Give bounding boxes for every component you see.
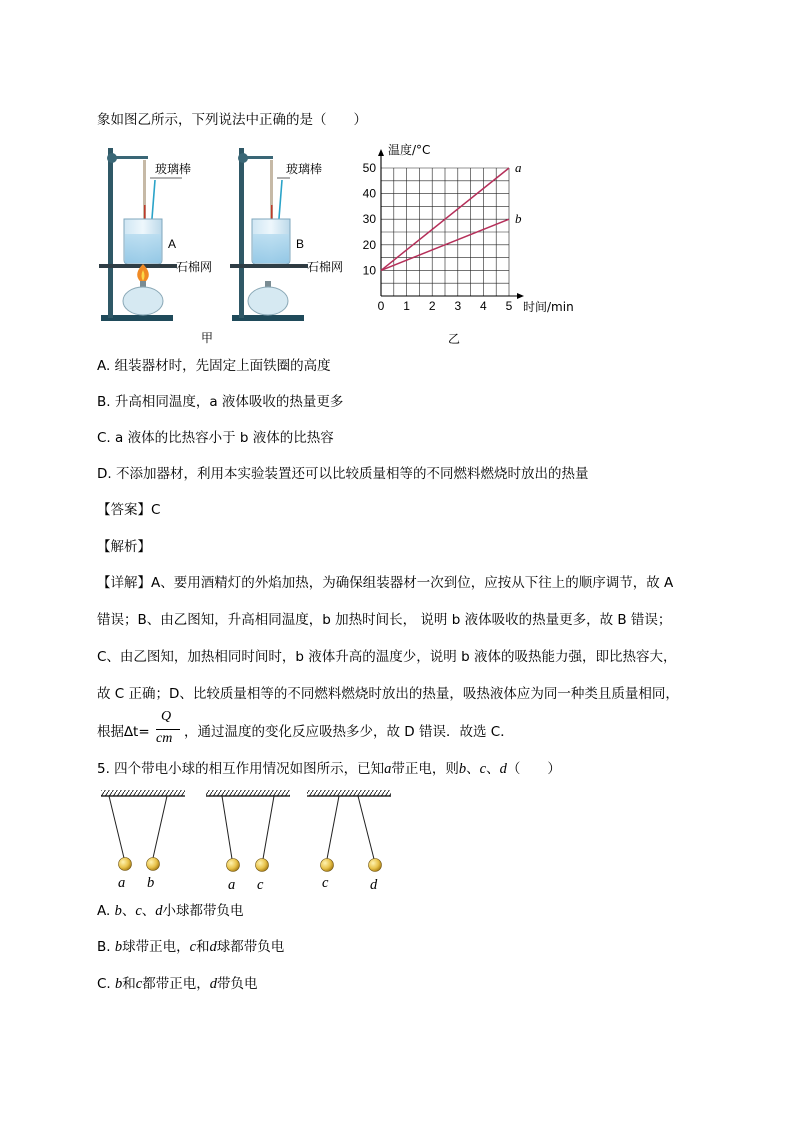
separator: 、	[486, 761, 500, 777]
beaker-label: A	[168, 237, 177, 251]
ball-label-c: c	[322, 875, 329, 891]
y-tick-label: 30	[362, 212, 376, 227]
ball-label-c: c	[257, 877, 264, 893]
option-b: B. 升高相同温度，a 液体吸收的热量更多	[97, 394, 344, 410]
pendulum-pair-cd	[307, 790, 391, 872]
thread	[153, 796, 167, 858]
glass-rod-label: 玻璃棒	[286, 162, 323, 176]
ball-label: d	[209, 976, 217, 992]
gauze-label: 石棉网	[176, 260, 213, 274]
y-tick-label: 10	[362, 263, 376, 278]
ball-label: b	[115, 976, 123, 992]
analysis-title: 【解析】	[97, 539, 151, 555]
formula-suffix: ，通过温度的变化反应吸热多少，故 D 错误．故选 C．	[184, 724, 514, 740]
ball-label-a: a	[228, 877, 236, 893]
ball-label: b	[458, 761, 467, 777]
ball-b	[147, 858, 160, 871]
ball-label: b	[114, 939, 123, 955]
x-tick-label: 2	[428, 299, 436, 313]
option-text: 和	[122, 976, 136, 992]
option-text: 都带正电，	[142, 976, 210, 992]
figure-caption-jia: 甲	[201, 331, 214, 345]
ball-label: c	[135, 976, 143, 992]
ball-label: c	[479, 761, 487, 777]
ball-label: d	[155, 903, 163, 919]
thread	[327, 796, 339, 859]
ball-label: c	[135, 903, 142, 919]
ball-c	[321, 859, 334, 872]
stem-text: 5. 四个带电小球的相互作用情况如图所示，已知	[97, 761, 385, 777]
ceiling-hatch	[101, 790, 185, 796]
pendulum-pair-ac	[206, 790, 290, 872]
beaker-label: B	[296, 237, 305, 251]
series-label-a: a	[515, 160, 522, 175]
detail-line-2: 错误；B、由乙图知，升高相同温度，b 加热时间长， 说明 b 液体吸收的热量更多，故 B 错误；	[97, 612, 672, 628]
option-c: C. a 液体的比热容小于 b 液体的比热容	[97, 430, 334, 446]
y-axis-label: 温度/°C	[388, 143, 431, 157]
option-text: 球都带负电	[216, 939, 285, 955]
option-letter: A.	[97, 903, 115, 919]
series-label-b: b	[515, 211, 522, 227]
ball-label-d: d	[370, 877, 378, 893]
figure-caption-yi: 乙	[448, 332, 461, 346]
y-tick-label: 20	[362, 237, 376, 252]
ball-label: d	[209, 939, 217, 955]
thread	[222, 796, 232, 859]
detail-line-1: 【详解】A、要用酒精灯的外焰加热，为确保组装器材一次到位，应按从下往上的顺序调节，故 A	[97, 575, 674, 591]
separator: 、	[141, 903, 156, 919]
formula-numerator: Q	[161, 709, 172, 724]
y-tick-label: 50	[362, 161, 376, 175]
stem-text: （ ）	[506, 761, 561, 777]
x-tick-label: 4	[480, 299, 487, 313]
option-text: 带负电	[216, 976, 258, 992]
ball-label: c	[189, 939, 197, 955]
x-tick-label: 5	[505, 299, 513, 313]
ball-a	[227, 859, 240, 872]
stem-text: 带正电，则	[391, 761, 459, 777]
ball-c	[256, 859, 269, 872]
option-text: 小球都带负电	[162, 903, 244, 919]
option-letter: B.	[97, 939, 115, 955]
ball-d	[369, 859, 382, 872]
formula-denominator: cm	[156, 731, 173, 746]
q5-option-b	[97, 938, 284, 956]
detail-line-3: C、由乙图知，加热相同时间时，b 液体升高的温度少，说明 b 液体的吸热能力强，即比热容大，	[97, 649, 677, 665]
option-a: A. 组装器材时，先固定上面铁圈的高度	[97, 358, 331, 374]
x-axis-label: 时间/min	[523, 300, 574, 314]
formula-prefix: 根据∆t=	[97, 724, 150, 740]
x-tick-label: 1	[403, 299, 410, 313]
ball-label: a	[384, 761, 392, 777]
thread	[263, 796, 274, 859]
ball-label: b	[114, 903, 122, 919]
q5-option-a	[97, 902, 244, 920]
question-stem: 象如图乙所示，下列说法中正确的是（ ）	[97, 112, 367, 128]
ball-label-b: b	[147, 875, 155, 891]
pendulum-pair-ab	[101, 790, 185, 871]
ball-label-a: a	[118, 875, 126, 891]
separator: 、	[121, 903, 136, 919]
x-tick-label: 0	[377, 299, 385, 313]
thread	[109, 796, 124, 858]
ball-label: d	[499, 761, 507, 777]
detail-line-4: 故 C 正确；D、比较质量相等的不同燃料燃烧时放出的热量，吸热液体应为同一种类且质量相同，	[97, 686, 679, 702]
ceiling-hatch	[307, 790, 391, 796]
gauze-label: 石棉网	[307, 260, 344, 274]
y-tick-label: 40	[362, 186, 376, 201]
option-text: 和	[196, 939, 210, 955]
glass-rod-label: 玻璃棒	[155, 162, 192, 176]
option-letter: C.	[97, 976, 116, 992]
answer: 【答案】C	[97, 502, 161, 518]
option-text: 球带正电，	[122, 939, 190, 955]
x-tick-label: 3	[454, 299, 462, 313]
q5-option-c	[97, 975, 257, 993]
thread	[358, 796, 374, 859]
option-d: D. 不添加器材，利用本实验装置还可以比较质量相等的不同燃料燃烧时放出的热量	[97, 466, 589, 482]
separator: 、	[466, 761, 480, 777]
ceiling-hatch	[206, 790, 290, 796]
ball-a	[119, 858, 132, 871]
